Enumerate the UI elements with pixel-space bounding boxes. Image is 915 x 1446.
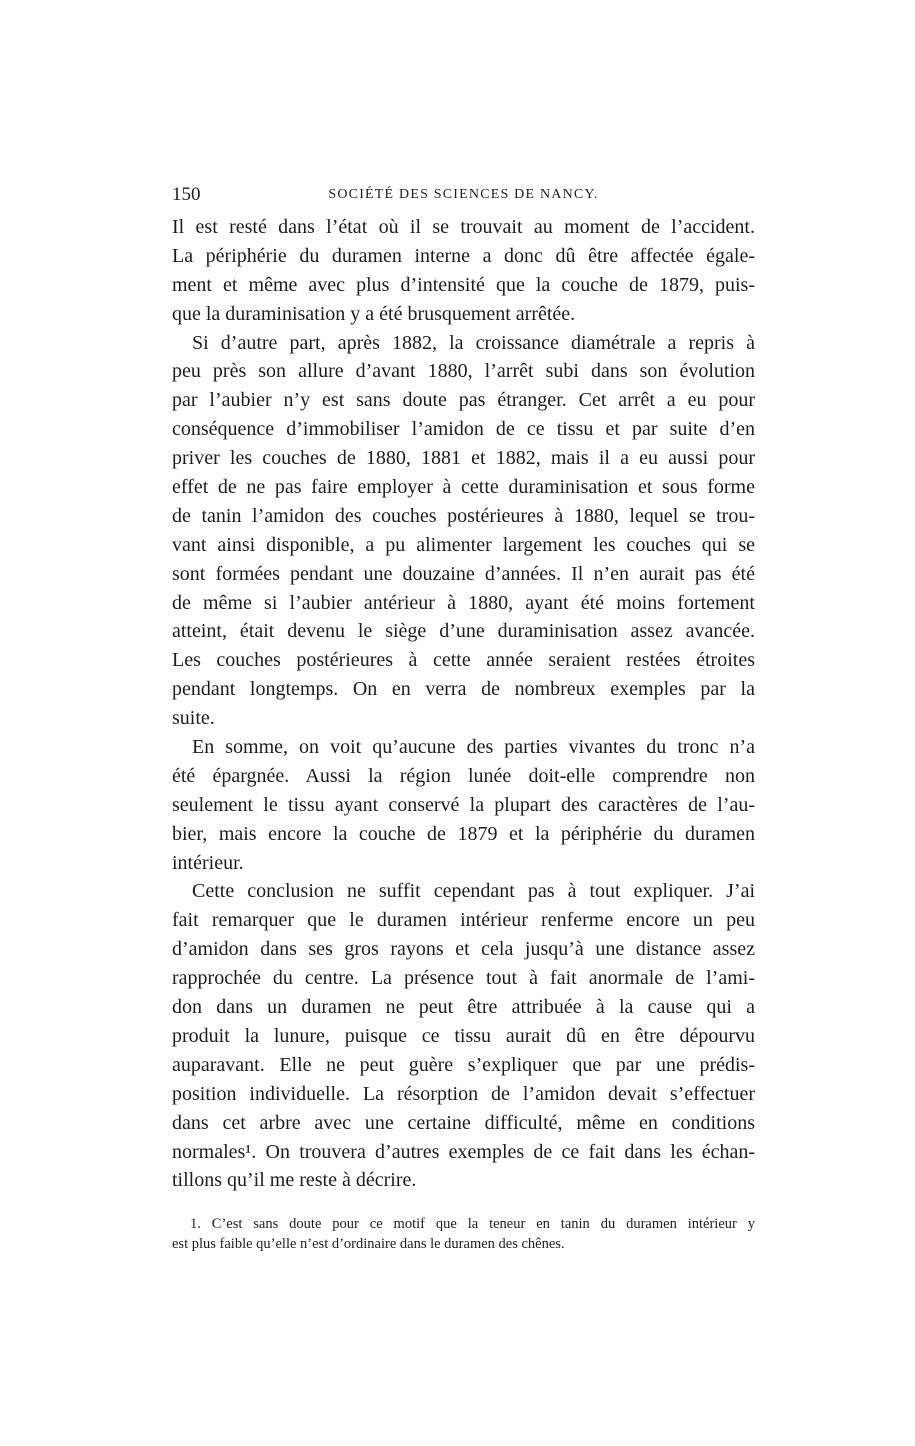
paragraph: [172, 213, 755, 329]
text-line: fait remarquer que le duramen intérieur renferme encore un peu: [172, 909, 755, 932]
text-line: que la duraminisation y a été brusquement arrêtée.: [172, 302, 576, 325]
footnotes: [172, 1214, 755, 1254]
text-line: Il est resté dans l’état où il se trouvait au moment de l’accident.: [172, 216, 755, 238]
text-line: d’amidon dans ses gros rayons et cela jusqu’à une distance assez: [172, 938, 755, 961]
text-line: tillons qu’il me reste à décrire.: [172, 1169, 417, 1192]
text-line: dans cet arbre avec une certaine difficulté, même en conditions: [172, 1111, 755, 1134]
text-line: normales¹. On trouvera d’autres exemples de ce fait dans les échan-: [172, 1140, 755, 1163]
text-line: don dans un duramen ne peut être attribuée à la cause qui a: [172, 996, 755, 1019]
text-line: La périphérie du duramen interne a donc dû être affectée égale-: [172, 244, 755, 267]
body-text: [172, 213, 755, 1195]
text-line: sont formées pendant une douzaine d’années. Il n’en aurait pas été: [172, 562, 755, 585]
footnote: [172, 1214, 755, 1254]
text-line: position individuelle. La résorption de l’amidon devait s’effectuer: [172, 1082, 755, 1105]
text-line: de même si l’aubier antérieur à 1880, ayant été moins fortement: [172, 591, 755, 614]
text-line: de tanin l’amidon des couches postérieures à 1880, lequel se trou-: [172, 504, 755, 527]
text-line: seulement le tissu ayant conservé la plupart des caractères de l’au-: [172, 793, 755, 816]
text-line: priver les couches de 1880, 1881 et 1882, mais il a eu aussi pour: [172, 447, 755, 470]
text-line: produit la lunure, puisque ce tissu aurait dû en être dépourvu: [172, 1024, 755, 1047]
text-line: En somme, on voit qu’aucune des parties vivantes du tronc n’a: [192, 736, 755, 759]
text-line: vant ainsi disponible, a pu alimenter largement les couches qui se: [172, 533, 755, 556]
text-line: Cette conclusion ne suffit cependant pas à tout expliquer. J’ai: [192, 880, 755, 903]
text-line: pendant longtemps. On en verra de nombreux exemples par la: [172, 678, 755, 701]
text-line: été épargnée. Aussi la région lunée doit-elle comprendre non: [172, 764, 755, 787]
text-line: bier, mais encore la couche de 1879 et la périphérie du duramen: [172, 822, 755, 845]
footnote-line: est plus faible qu’elle n’est d’ordinaire dans le duramen des chênes.: [172, 1236, 565, 1252]
text-line: intérieur.: [172, 851, 244, 874]
text-line: suite.: [172, 707, 215, 730]
text-line: par l’aubier n’y est sans doute pas étranger. Cet arrêt a eu pour: [172, 389, 755, 412]
paragraph: [172, 329, 755, 733]
text-line: atteint, était devenu le siège d’une duraminisation assez avancée.: [172, 620, 755, 643]
text-line: effet de ne pas faire employer à cette duraminisation et sous forme: [172, 476, 755, 499]
text-line: conséquence d’immobiliser l’amidon de ce tissu et par suite d’en: [172, 418, 755, 441]
running-head: [172, 183, 755, 207]
paragraph: [172, 733, 755, 877]
text-line: auparavant. Elle ne peut guère s’expliquer que par une prédis-: [172, 1053, 755, 1076]
footnote-line: 1. C’est sans doute pour ce motif que la teneur en tanin du duramen intérieur y: [190, 1216, 755, 1232]
text-line: rapprochée du centre. La présence tout à fait anormale de l’ami-: [172, 967, 755, 990]
text-line: Si d’autre part, après 1882, la croissance diamétrale a repris à: [192, 331, 755, 354]
journal-title: SOCIÉTÉ DES SCIENCES DE NANCY.: [328, 187, 599, 202]
paragraph: [172, 877, 755, 1195]
text-line: ment et même avec plus d’intensité que la couche de 1879, puis-: [172, 273, 755, 296]
text-line: Les couches postérieures à cette année seraient restées étroites: [172, 649, 755, 672]
page-number: 150: [172, 184, 201, 205]
text-line: peu près son allure d’avant 1880, l’arrêt subi dans son évolution: [172, 360, 755, 383]
